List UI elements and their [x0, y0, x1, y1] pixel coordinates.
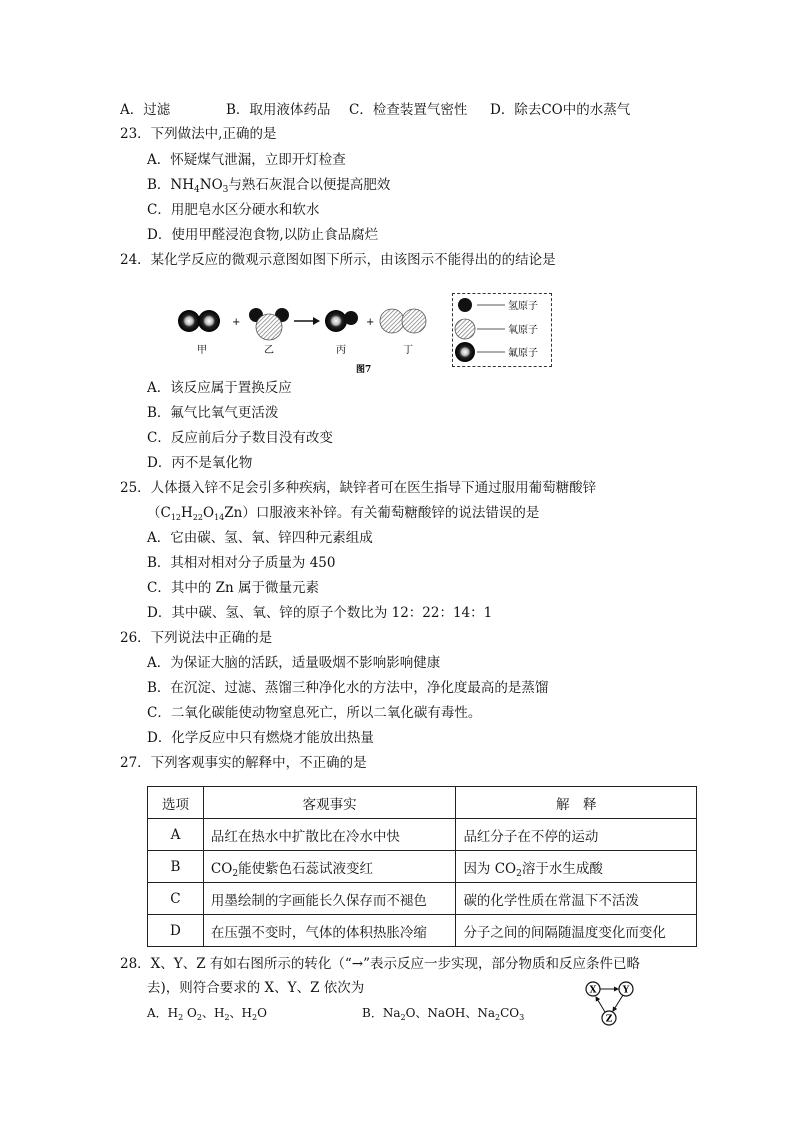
row-d-explain: 分子之间的间隔随温度变化而变化 [456, 915, 697, 947]
table-row [148, 915, 697, 947]
q28-a-mid2: 、H [201, 1006, 225, 1020]
q25-formula-open: （C [147, 505, 171, 521]
table-header-row [148, 787, 697, 819]
q23-option-c: C．用肥皂水区分硬水和软水 [147, 202, 320, 218]
q23-b-sub1: 4 [194, 185, 200, 195]
node-z-label: Z [605, 1014, 613, 1025]
q24-option-d: D．丙不是氧化物 [147, 455, 253, 471]
q26-option-b: B．在沉淀、过滤、蒸馏三种净化水的方法中，净化度最高的是蒸馏 [147, 680, 549, 696]
reaction-diagram [170, 296, 450, 376]
q24-stem: 24．某化学反应的微观示意图如图下所示，由该图示不能得出的的结论是 [120, 252, 556, 268]
q28-a-post: O [257, 1006, 267, 1020]
molecule-yi [249, 308, 289, 340]
q23-option-b [147, 176, 390, 194]
q23-option-d: D．使用甲醛浸泡食物,以防止食品腐烂 [147, 227, 379, 243]
legend-fluorine: 氟原子 [508, 348, 538, 359]
row-b-explain-post: 溶于水生成酸 [521, 860, 603, 877]
q28-a-s4: 2 [252, 1013, 258, 1022]
q23-b-sub2: 3 [222, 185, 229, 195]
q25-sub-h: 22 [192, 513, 203, 522]
facts-table [147, 786, 697, 947]
fluorine-atom-icon [455, 342, 475, 362]
q26-option-d: D．化学反应中只有燃烧才能放出热量 [147, 730, 374, 746]
row-a-explain: 品红分子在不停的运动 [456, 819, 697, 851]
q28-a-s1: 2 [178, 1013, 184, 1022]
row-b-fact [203, 851, 456, 883]
q24-option-c: C．反应前后分子数目没有改变 [147, 430, 333, 446]
row-b-option: B [148, 851, 204, 883]
row-a-option: A [148, 819, 204, 851]
prev-option-a: A．过滤 [120, 102, 171, 118]
prev-option-b: B．取用液体药品 [226, 102, 331, 118]
q25-formula-h: H [181, 505, 193, 521]
q28-b-s2: 2 [495, 1013, 501, 1022]
figure-caption: 图7 [356, 365, 372, 375]
q28-option-b [362, 1004, 524, 1022]
q23-stem: 23．下列做法中,正确的是 [120, 126, 277, 142]
label-bing: 丙 [336, 345, 346, 356]
q26-stem: 26．下列说法中正确的是 [120, 630, 273, 646]
q28-a-mid3: 、H [229, 1006, 253, 1020]
row-b-explain [456, 851, 697, 883]
prev-option-d: D．除去CO中的水蒸气 [490, 102, 631, 118]
label-yi: 乙 [264, 345, 274, 356]
label-jia: 甲 [197, 345, 207, 356]
q23-option-a: A．怀疑煤气泄漏，立即开灯检查 [147, 152, 346, 168]
q28-stem-line2: 去)，则符合要求的 X、Y、Z 依次为 [147, 980, 365, 996]
q28-a-mid1: O [183, 1006, 197, 1020]
atom-legend [452, 293, 552, 367]
prev-option-c: C．检查装置气密性 [349, 102, 468, 118]
row-b-explain-pre: 因为 CO [463, 860, 517, 877]
q28-b-pre: B．Na [362, 1006, 401, 1020]
legend-hydrogen: 氢原子 [508, 301, 538, 312]
q28-a-s3: 2 [224, 1013, 230, 1022]
q25-formula-o: O [203, 505, 215, 521]
q25-option-a: A．它由碳、氢、氧、锌四种元素组成 [147, 530, 373, 546]
q27-stem: 27．下列客观事实的解释中，不正确的是 [120, 755, 367, 771]
label-ding: 丁 [403, 345, 413, 356]
reaction-arrow-icon [294, 317, 320, 325]
q25-formula-line [147, 504, 539, 522]
table-row [148, 851, 697, 883]
q28-a-pre: A．H [147, 1006, 179, 1020]
q28-a-s2: 2 [196, 1013, 202, 1022]
table-row [148, 819, 697, 851]
q26-option-a: A．为保证大脑的活跃，适量吸烟不影响影响健康 [147, 655, 441, 671]
row-b-fact-post: 能使紫色石蕊试液变红 [238, 860, 374, 877]
q25-option-d: D．其中碳、氢、氧、锌的原子个数比为 12：22：14：1 [147, 605, 493, 621]
q25-sub-o: 14 [214, 513, 225, 522]
q28-b-s3: 3 [519, 1013, 525, 1022]
table-header-explain: 解 释 [456, 787, 697, 819]
arrow-y-to-z [613, 995, 623, 1011]
row-c-explain: 碳的化学性质在常温下不活泼 [456, 883, 697, 915]
q26-option-c: C．二氧化碳能使动物窒息死亡，所以二氧化碳有毒性。 [147, 705, 482, 721]
q25-option-b: B．其相对相对分子质量为 450 [147, 555, 336, 571]
row-b-fact-pre: CO [210, 860, 233, 877]
plus-sign-2: + [366, 317, 375, 328]
node-x-label: X [589, 985, 597, 996]
table-header-option: 选项 [148, 787, 204, 819]
hydrogen-atom-icon [458, 298, 472, 312]
row-b-explain-sub: 2 [516, 868, 522, 879]
legend-oxygen: 氧原子 [508, 325, 538, 336]
q23-b-prefix: B．NH [147, 177, 195, 193]
q23-b-mid: NO [199, 177, 223, 193]
q24-option-a: A．该反应属于置换反应 [147, 380, 292, 396]
row-d-fact: 在压强不变时，气体的体积热胀冷缩 [203, 915, 456, 947]
molecule-ding [380, 309, 426, 333]
node-y-label: Y [622, 985, 630, 996]
arrow-z-to-x [596, 997, 605, 1012]
q28-b-s1: 2 [400, 1013, 406, 1022]
row-a-fact: 品红在热水中扩散比在冷水中快 [203, 819, 456, 851]
q28-b-mid2: CO [500, 1006, 520, 1020]
q28-stem-line1: 28．X、Y、Z 有如右图所示的转化（“→”表示反应一步实现，部分物质和反应条件已略 [120, 956, 640, 972]
row-b-fact-sub: 2 [232, 868, 239, 879]
q28-option-a [147, 1004, 267, 1022]
q24-option-b: B．氟气比氧气更活泼 [147, 405, 279, 421]
molecule-bing [325, 310, 358, 332]
oxygen-atom-icon [455, 319, 475, 339]
row-c-option: C [148, 883, 204, 915]
q28-b-mid1: O、NaOH、Na [405, 1006, 496, 1020]
q25-option-c: C．其中的 Zn 属于微量元素 [147, 580, 319, 596]
table-header-fact: 客观事实 [203, 787, 456, 819]
q23-b-suffix: 与熟石灰混合以便提高肥效 [228, 177, 391, 193]
q25-sub-c: 12 [170, 513, 182, 522]
molecule-jia [178, 310, 220, 332]
q25-formula-close: Zn）口服液来补锌。有关葡萄糖酸锌的说法错误的是 [224, 505, 540, 521]
plus-sign-1: + [232, 317, 241, 328]
xyz-conversion-diagram [584, 979, 640, 1029]
row-d-option: D [148, 915, 204, 947]
row-c-fact: 用墨绘制的字画能长久保存而不褪色 [203, 883, 456, 915]
table-row [148, 883, 697, 915]
q25-stem: 25．人体摄入锌不足会引多种疾病，缺锌者可在医生指导下通过服用葡萄糖酸锌 [120, 480, 597, 496]
